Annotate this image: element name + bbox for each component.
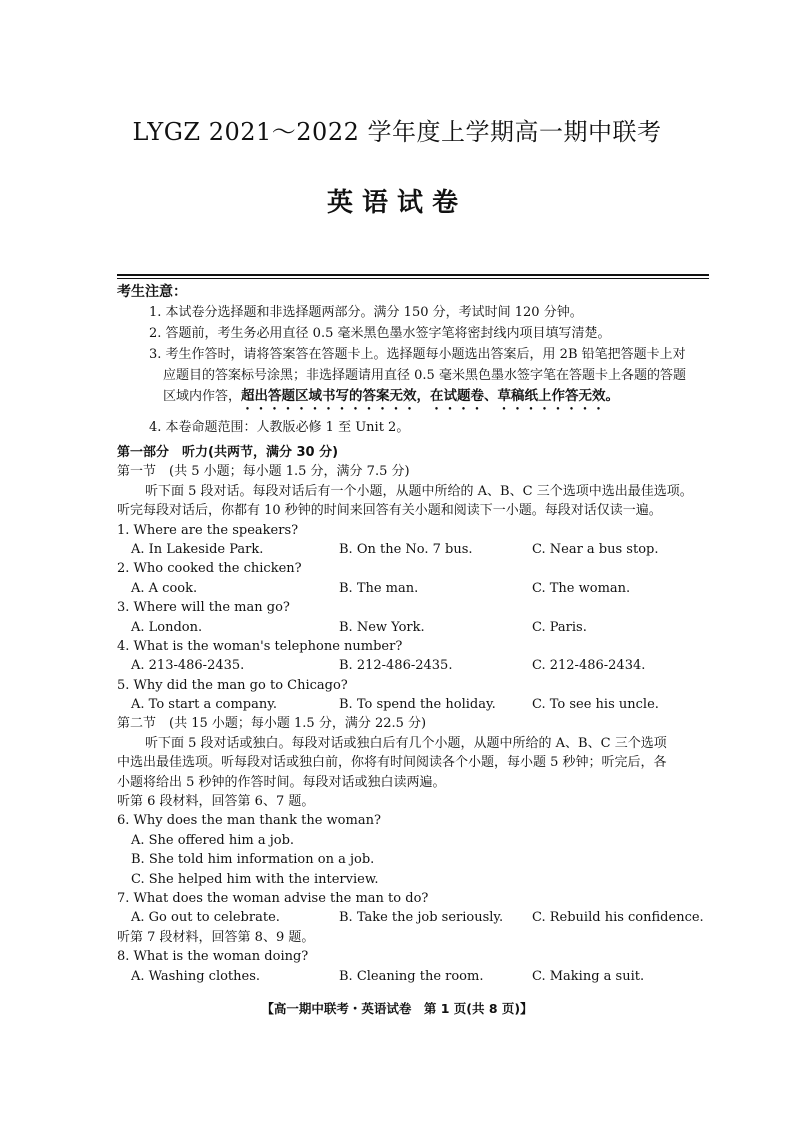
exam-title: LYGZ 2021～2022 学年度上学期高一期中联考 (132, 118, 662, 146)
option-c[interactable]: C. Rebuild his confidence. (532, 910, 704, 926)
question-4-options (117, 656, 717, 675)
section2-instruction-2: 中选出最佳选项。听每段对话或独白前，你将有时间阅读各个小题，每小题 5 秒钟；听完后，各 (117, 755, 667, 771)
question-2: 2. Who cooked the chicken? (117, 561, 302, 577)
listening-part (117, 443, 717, 986)
option-c[interactable]: C. Paris. (532, 619, 587, 635)
question-8: 8. What is the woman doing? (117, 949, 309, 965)
part1-heading: 第一部分 听力(共两节，满分 30 分) (117, 445, 339, 460)
option-a[interactable]: A. To start a company. (131, 697, 278, 713)
section2-instruction-3: 小题将给出 5 秒钟的作答时间。每段对话或独白读两遍。 (117, 774, 446, 790)
option-c[interactable]: C. To see his uncle. (532, 697, 659, 713)
section2-heading: 第二节 (共 15 小题；每小题 1.5 分，满分 22.5 分) (117, 716, 427, 732)
option-c[interactable]: C. Making a suit. (532, 968, 645, 984)
option-c[interactable]: C. The woman. (532, 580, 631, 596)
notice-item-4: 4. 本卷命题范围：人教版必修 1 至 Unit 2。 (149, 420, 410, 435)
option-b[interactable]: B. The man. (339, 580, 419, 596)
material-7-note: 听第 7 段材料，回答第 8、9 题。 (117, 929, 315, 945)
question-2-options (117, 579, 717, 598)
option-a[interactable]: A. In Lakeside Park. (131, 541, 264, 557)
notice-item-2: 2. 答题前，考生务必用直径 0.5 毫米黑色墨水签字笔将密封线内项目填写清楚。 (149, 326, 611, 341)
notice-item-1: 1. 本试卷分选择题和非选择题两部分。满分 150 分，考试时间 120 分钟。 (149, 305, 583, 320)
candidate-notice (117, 282, 717, 438)
notice-item-3-text: 区域内作答， (163, 389, 242, 404)
option-a[interactable]: A. London. (131, 619, 203, 635)
question-3: 3. Where will the man go? (117, 600, 290, 616)
question-1-options (117, 540, 717, 559)
option-b[interactable]: B. New York. (339, 619, 425, 635)
question-4: 4. What is the woman's telephone number? (117, 638, 403, 654)
option-a[interactable]: A. She offered him a job. (131, 832, 295, 848)
exam-subtitle: 英语试卷 (326, 188, 467, 218)
option-c[interactable]: C. 212-486-2434. (532, 658, 646, 674)
option-b[interactable]: B. Cleaning the room. (339, 968, 484, 984)
option-b[interactable]: B. 212-486-2435. (339, 658, 453, 674)
notice-item-3-line2: 应题目的答案标号涂黑；非选择题请用直径 0.5 毫米黑色墨水签字笔在答题卡上各题的答题 (163, 368, 686, 383)
question-7: 7. What does the woman advise the man to do? (117, 890, 429, 906)
section1-instruction-1: 听下面 5 段对话。每段对话后有一个小题，从题中所给的 A、B、C 三个选项中选出最佳选项。 (145, 483, 693, 499)
header-divider-thick (117, 274, 709, 276)
notice-item-3-line1: 3. 考生作答时，请将答案答在答题卡上。选择题每小题选出答案后，用 2B 铅笔把答题卡上对 (149, 347, 686, 362)
question-6: 6. Why does the man thank the woman? (117, 813, 381, 829)
option-b[interactable]: B. To spend the holiday. (339, 697, 496, 713)
header-divider-thin (117, 278, 709, 279)
option-a[interactable]: A. A cook. (131, 580, 198, 596)
option-a[interactable]: A. Go out to celebrate. (131, 910, 280, 926)
question-3-options (117, 618, 717, 637)
question-5: 5. Why did the man go to Chicago? (117, 677, 348, 693)
notice-emphasis: 超出答题区域书写的答案无效，在试题卷、草稿纸上作答无效。 (241, 388, 620, 404)
question-1: 1. Where are the speakers? (117, 522, 299, 538)
option-b[interactable]: B. She told him information on a job. (131, 852, 375, 868)
question-5-options (117, 695, 717, 714)
section2-instruction-1: 听下面 5 段对话或独白。每段对话或独白后有几个小题，从题中所给的 A、B、C 三个选项 (145, 735, 667, 751)
option-b[interactable]: B. Take the job seriously. (339, 910, 504, 926)
section1-heading: 第一节 (共 5 小题；每小题 1.5 分，满分 7.5 分) (117, 464, 410, 480)
question-8-options (117, 967, 717, 986)
option-c[interactable]: C. Near a bus stop. (532, 541, 659, 557)
question-7-options (117, 908, 717, 927)
page-footer: 【高一期中联考・英语试卷 第 1 页(共 8 页)】 (261, 1001, 533, 1016)
notice-heading: 考生注意： (117, 284, 187, 300)
notice-item-3 (149, 344, 717, 413)
notice-item-3-line3 (149, 386, 717, 413)
section1-instruction-2: 听完每段对话后，你都有 10 秒钟的时间来回答有关小题和阅读下一小题。每段对话仅读一遍。 (117, 503, 662, 519)
material-6-note: 听第 6 段材料，回答第 6、7 题。 (117, 794, 315, 810)
option-a[interactable]: A. 213-486-2435. (131, 658, 245, 674)
option-b[interactable]: B. On the No. 7 bus. (339, 541, 473, 557)
option-c[interactable]: C. She helped him with the interview. (131, 871, 379, 887)
option-a[interactable]: A. Washing clothes. (131, 968, 261, 984)
